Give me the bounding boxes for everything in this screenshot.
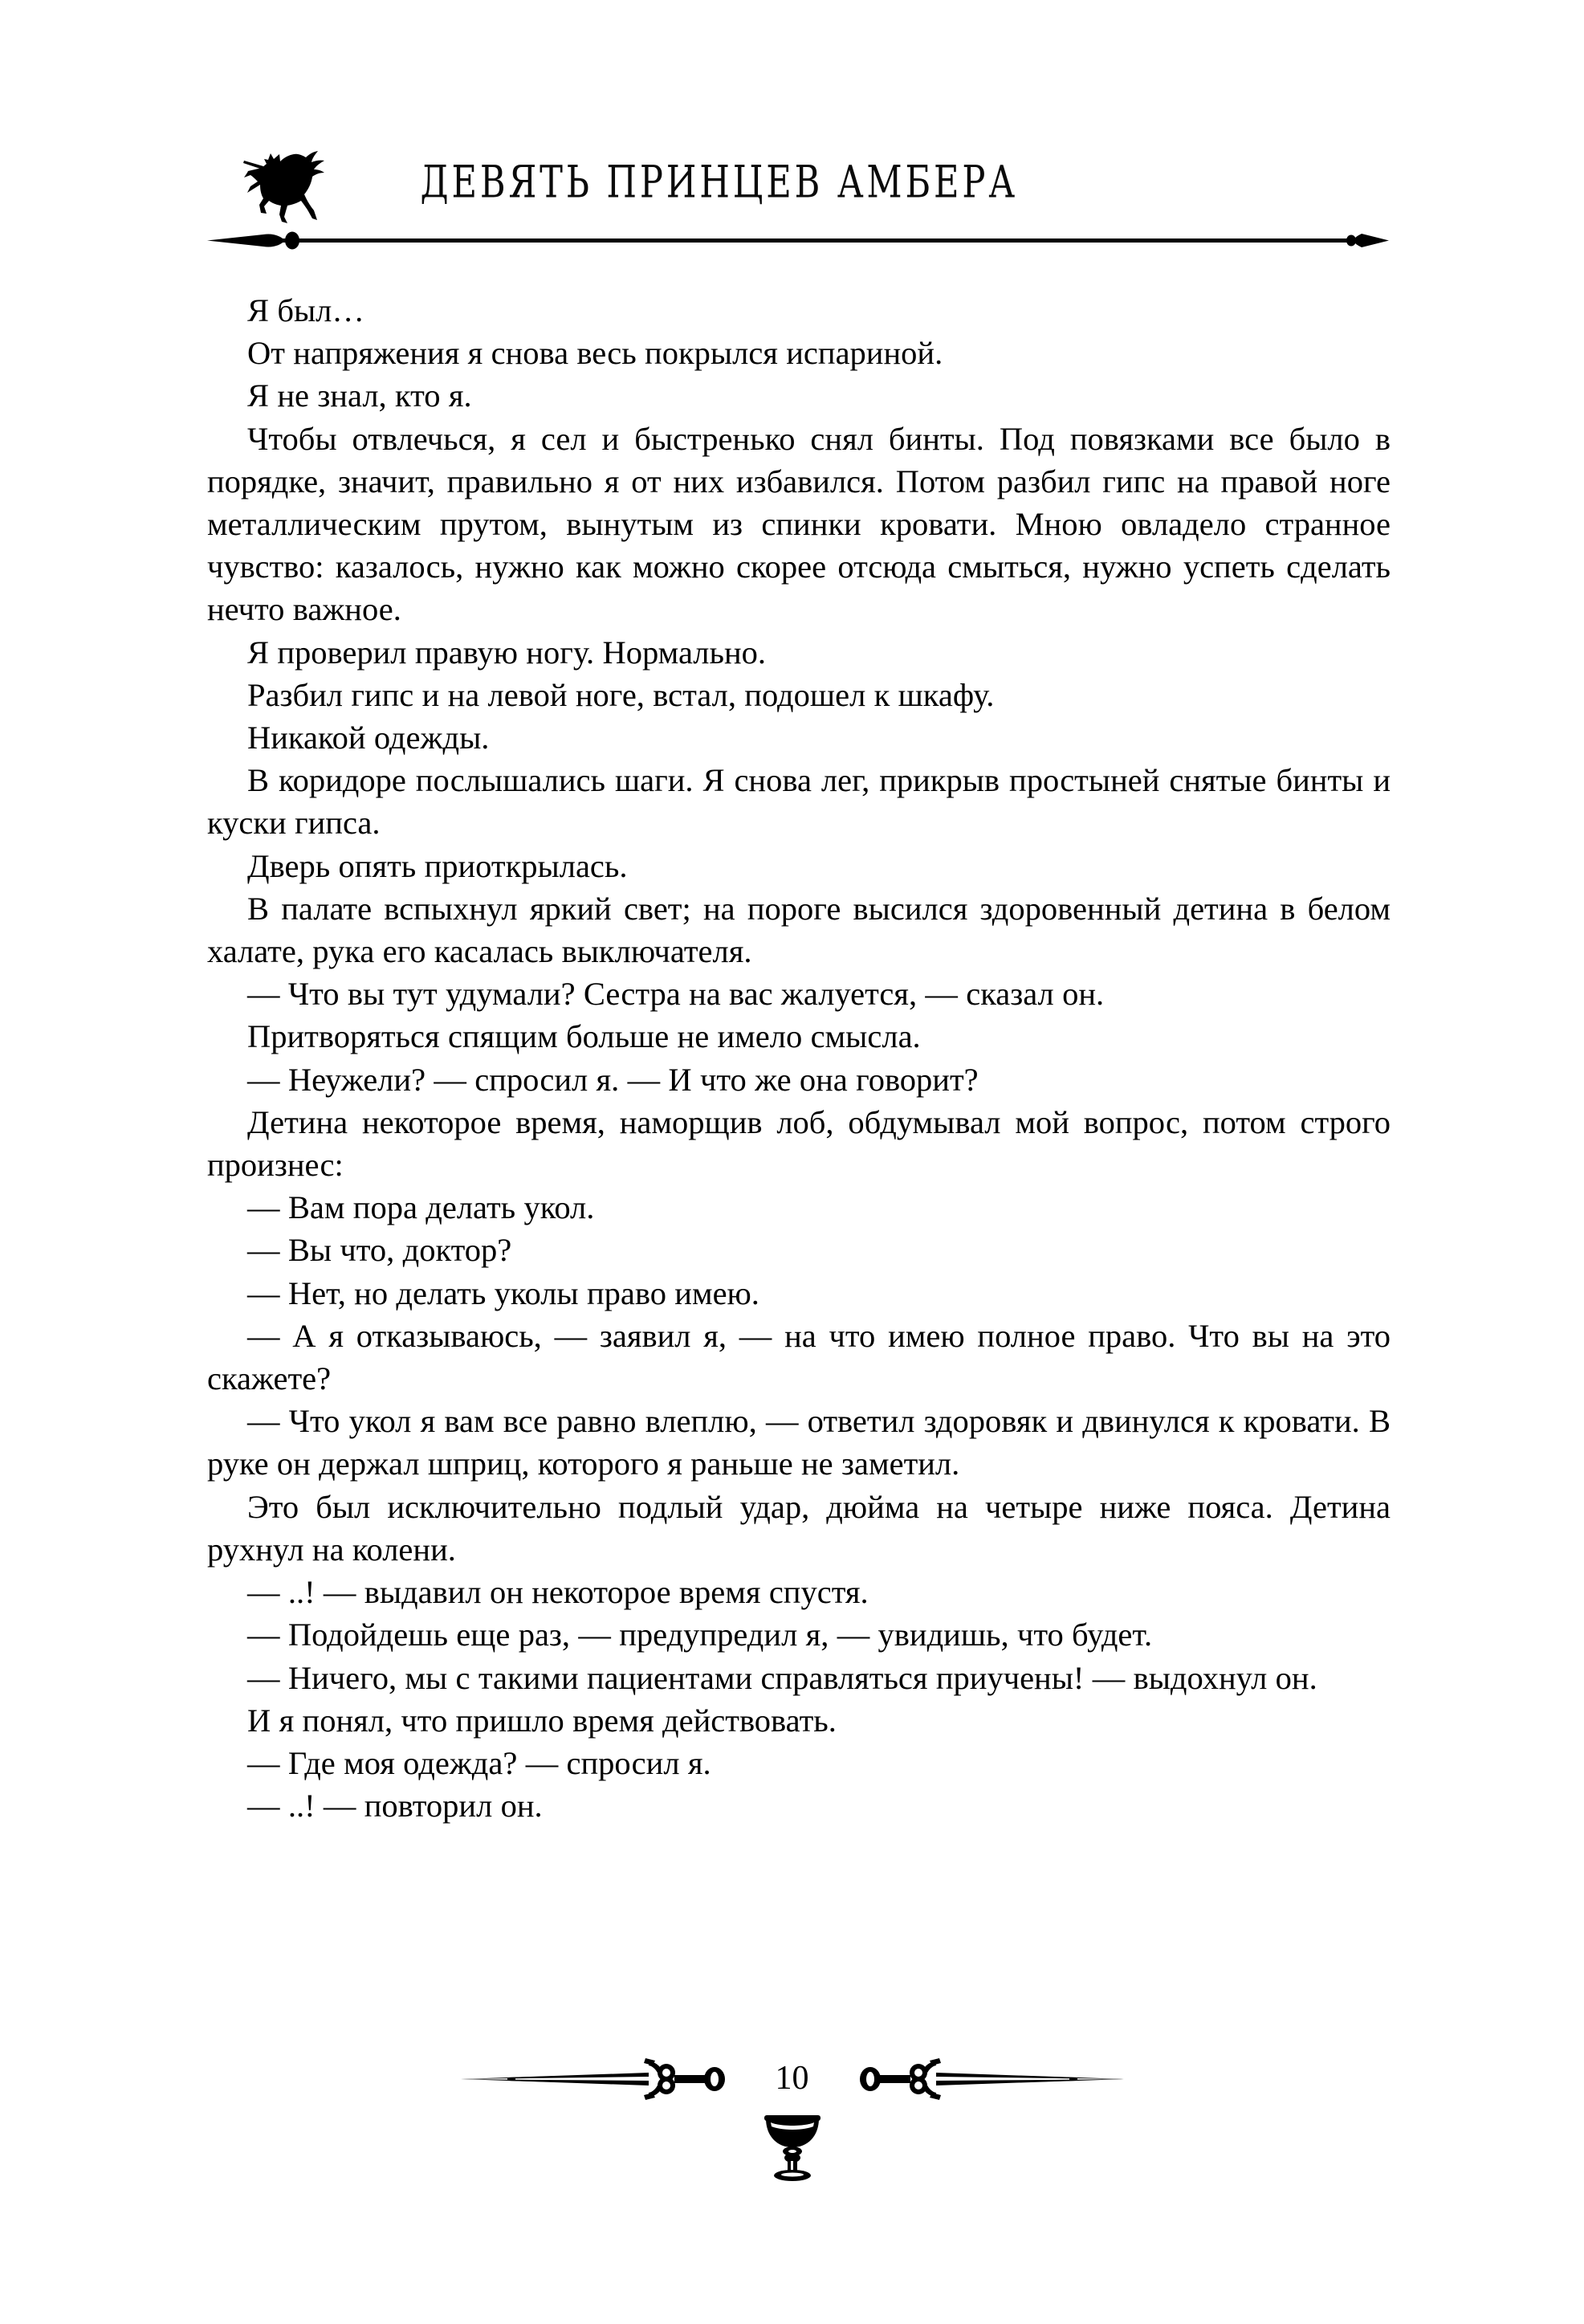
paragraph: Разбил гипс и на левой ноге, встал, подошел к шкафу.	[247, 676, 995, 713]
running-head-title: ДЕВЯТЬ ПРИНЦЕВ АМБЕРА	[420, 156, 1018, 208]
page-footer	[0, 2040, 1584, 2208]
paragraph: И я понял, что пришло время действовать.	[247, 1702, 837, 1739]
paragraph: В палате вспыхнул яркий свет; на пороге высился здоровенный детина в белом халате, рука его касалась выключателя.	[207, 890, 1391, 970]
page-body-text	[207, 289, 1391, 1827]
paragraph: Я был…	[247, 292, 364, 328]
paragraph: Дверь опять приоткрылась.	[247, 847, 628, 884]
paragraph: Притворяться спящим больше не имело смысла.	[247, 1018, 921, 1055]
paragraph: — Где моя одежда? — спросил я.	[247, 1744, 711, 1781]
running-head	[207, 135, 1389, 235]
paragraph: Я не знал, кто я.	[247, 377, 472, 414]
paragraph: Никакой одежды.	[247, 720, 490, 756]
paragraph: От напряжения я снова весь покрылся испариной.	[247, 335, 943, 372]
paragraph: — А я отказываюсь, — заявил я, — на что имею полное право. Что вы на это скажете?	[207, 1317, 1391, 1397]
paragraph: — Вам пора делать укол.	[247, 1189, 595, 1226]
paragraph: — ..! — выдавил он некоторое время спустя.	[247, 1574, 869, 1611]
paragraph: Я проверил правую ногу. Нормально.	[247, 634, 767, 671]
paragraph: — Что укол я вам все равно влеплю, — ответил здоровяк и двинулся к кровати. В руке он держал шприц, которого я раньше не заметил.	[207, 1403, 1391, 1482]
paragraph: — Нет, но делать уколы право имею.	[247, 1274, 759, 1311]
paragraph: Детина некоторое время, наморщив лоб, обдумывал мой вопрос, потом строго произнес:	[207, 1103, 1391, 1184]
header-rule-ornament	[207, 223, 1389, 257]
footer-ornament-row	[0, 2040, 1584, 2117]
paragraph: — ..! — повторил он.	[247, 1788, 543, 1825]
paragraph: — Ничего, мы с такими пациентами справляться приучены! — выдохнул он.	[247, 1659, 1317, 1696]
page-number: 10	[775, 2060, 809, 2097]
sword-pointing-left-icon	[459, 2044, 732, 2113]
paragraph: — Вы что, доктор?	[247, 1232, 512, 1269]
paragraph: — Подойдешь еще раз, — предупредил я, — увидишь, что будет.	[247, 1617, 1153, 1653]
unicorn-icon	[238, 142, 334, 232]
sword-pointing-right-icon	[853, 2044, 1126, 2113]
paragraph: — Что вы тут удумали? Сестра на вас жалуется, — сказал он.	[247, 976, 1105, 1013]
paragraph: Чтобы отвлечься, я сел и быстренько снял бинты. Под повязками все было в порядке, значит, правильно я от них избавился. Потом разбил гипс на правой ноге металлическим прутом, вынутым из спинки кровати. Мною овладело странное чувство: казалось, нужно как можно скорее отсюда смыться, нужно успеть сделать нечто важное.	[207, 420, 1391, 628]
paragraph: — Неужели? — спросил я. — И что же она говорит?	[247, 1061, 979, 1098]
paragraph: Это был исключительно подлый удар, дюйма на четыре ниже пояса. Детина рухнул на колени.	[207, 1488, 1391, 1568]
chalice-icon	[763, 2109, 822, 2183]
paragraph: В коридоре послышались шаги. Я снова лег, прикрыв простыней снятые бинты и куски гипса.	[207, 762, 1391, 842]
